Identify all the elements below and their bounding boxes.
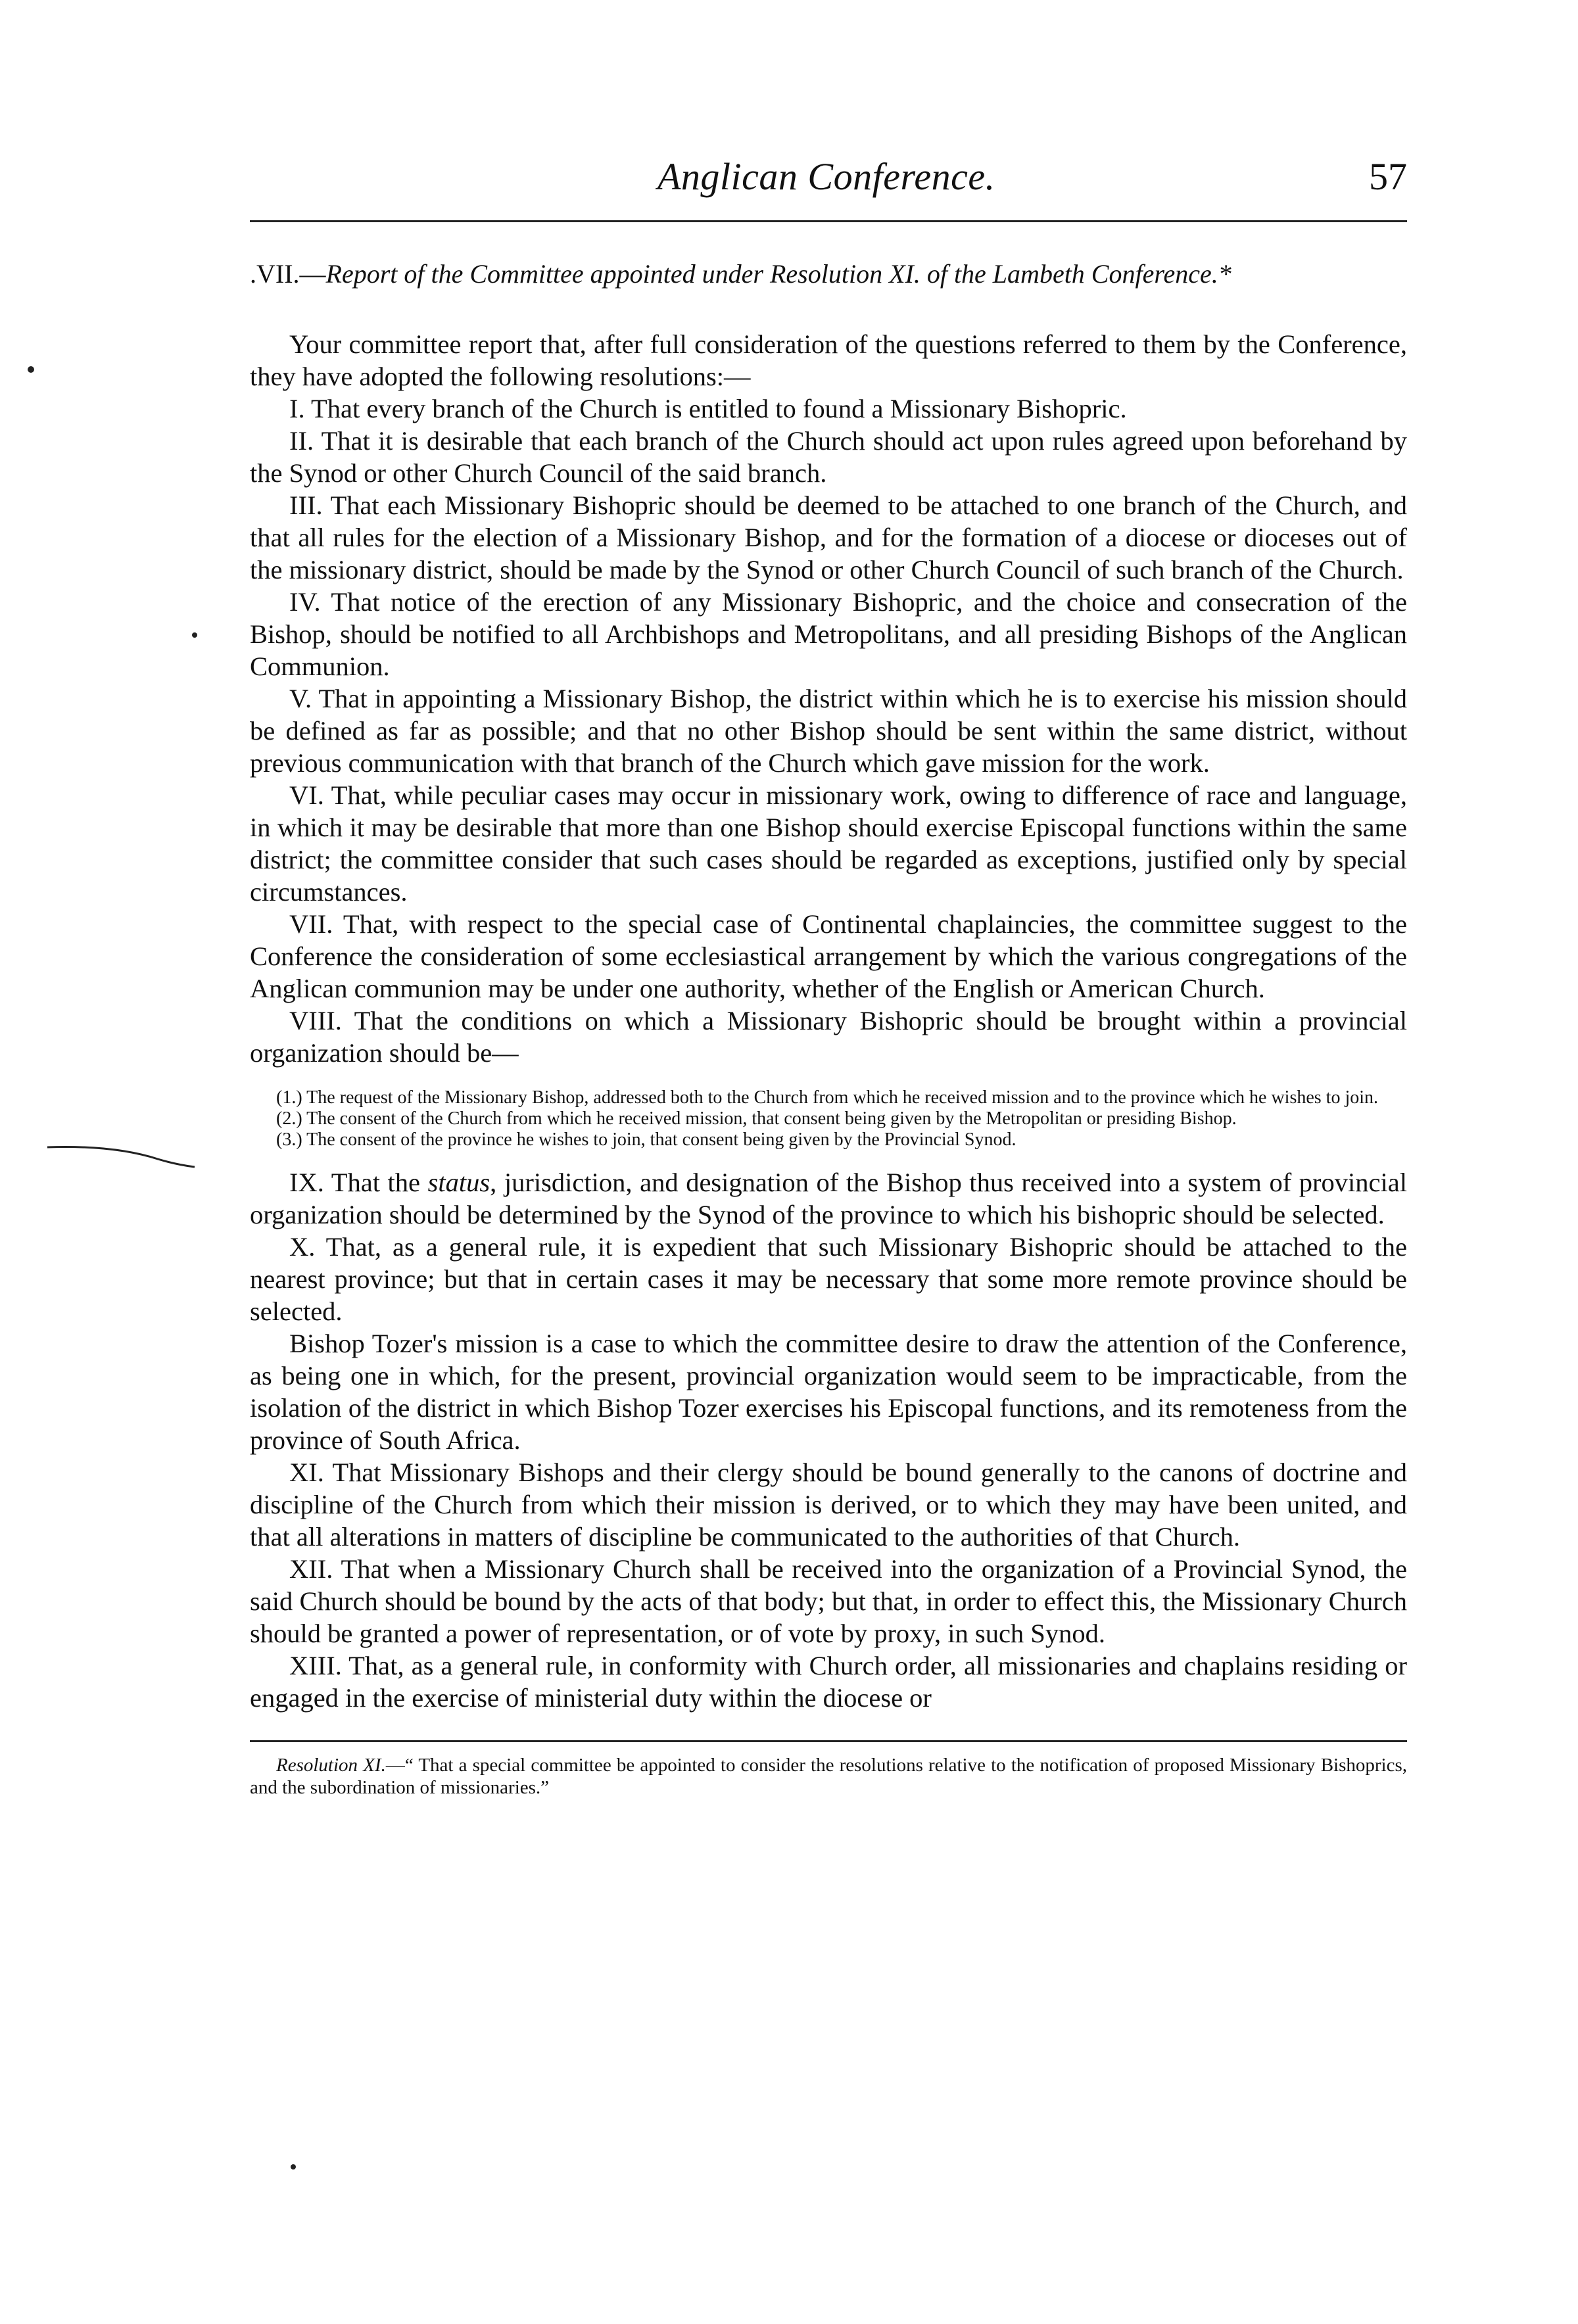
- footnote-rule: [250, 1740, 1407, 1742]
- running-title: Anglican Conference.: [658, 155, 995, 198]
- footnote-label: Resolution XI.: [276, 1755, 386, 1776]
- resolution-viii: VIII. That the conditions on which a Missionary Bishopric should be brought within a provincial organization should be—: [250, 1006, 1407, 1068]
- resolution-x: X. That, as a general rule, it is expedient that such Missionary Bishopric should be attached to the nearest province; but that in certain cases it may be necessary that some more remote province should be selected.: [250, 1232, 1407, 1326]
- report-title: Report of the Committee appointed under Resolution XI. of the Lambeth Conference.*: [325, 259, 1231, 289]
- resolution-ix: [250, 1166, 1407, 1231]
- report-heading: [250, 258, 1407, 290]
- running-head: [250, 148, 1407, 214]
- resolution-iii: III. That each Missionary Bishopric should be deemed to be attached to one branch of the Church, and that all rules for the election of a Missionary Bishop, and for the formation of a diocese or dioceses out of the missionary district, should be made by the Synod or other Church Council of such branch of the Church.: [250, 490, 1407, 584]
- condition-item: (1.) The request of the Missionary Bishop, addressed both to the Church from which he received mission and to the province which he wishes to join.: [276, 1087, 1379, 1108]
- margin-pen-stroke: [46, 1141, 197, 1174]
- resolution-i: I. That every branch of the Church is entitled to found a Missionary Bishopric.: [289, 394, 1127, 423]
- intro-paragraph: Your committee report that, after full consideration of the questions referred to them by the Conference, they have adopted the following resolutions:—: [250, 329, 1407, 391]
- page-number: 57: [1369, 155, 1407, 198]
- margin-speck: [289, 2163, 297, 2171]
- condition-item: (3.) The consent of the province he wishes to join, that consent being given by the Provincial Synod.: [276, 1129, 1016, 1150]
- condition-item: (2.) The consent of the Church from which he received mission, that consent being given by the Metropolitan or presiding Bishop.: [276, 1108, 1237, 1129]
- page-content: [250, 148, 1407, 1818]
- resolution-vi: VI. That, while peculiar cases may occur in missionary work, owing to difference of race and language, in which it may be desirable that more than one Bishop should exercise Episcopal functions within the same district; the committee consider that such cases should be regarded as exceptions, justified only by special circumstances.: [250, 780, 1407, 907]
- report-number: .VII.—: [250, 259, 326, 289]
- resolution-ix-status: status: [427, 1168, 490, 1197]
- resolution-v: V. That in appointing a Missionary Bishop, the district within which he is to exercise his mission should be defined as far as possible; and that no other Bishop should be sent within the same district, without previous communication with that branch of the Church which gave mission for the work.: [250, 684, 1407, 778]
- resolution-iv: IV. That notice of the erection of any Missionary Bishopric, and the choice and consecration of the Bishop, should be notified to all Archbishops and Metropolitans, and all presiding Bishops of the Anglican Communion.: [250, 587, 1407, 681]
- resolution-xiii: XIII. That, as a general rule, in conformity with Church order, all missionaries and chaplains residing or engaged in the exercise of ministerial duty within the diocese or: [250, 1651, 1407, 1713]
- margin-speck: [26, 365, 36, 374]
- resolution-vii: VII. That, with respect to the special case of Continental chaplaincies, the committee suggest to the Conference the consideration of some ecclesiastical arrangement by which the various congregations of the Anglican communion may be under one authority, whether of the English or American Church.: [250, 909, 1407, 1003]
- footnote: [250, 1754, 1407, 1799]
- margin-speck: [191, 631, 199, 639]
- tozer-paragraph: Bishop Tozer's mission is a case to which the committee desire to draw the attention of the Conference, as being one in which, for the present, provincial organization would seem to be impracticable, from the isolation of the district in which Bishop Tozer exercises his Episcopal functions, and its remoteness from the province of South Africa.: [250, 1329, 1407, 1455]
- conditions-list: [250, 1087, 1407, 1150]
- resolution-ix-part1: IX. That the: [289, 1168, 428, 1197]
- footnote-text: —“ That a special committee be appointed to consider the resolutions relative to the notification of proposed Missionary Bishoprics, and the subordination of missionaries.”: [250, 1755, 1407, 1798]
- resolution-xii: XII. That when a Missionary Church shall be received into the organization of a Provincial Synod, the said Church should be bound by the acts of that body; but that, in order to effect this, the Missionary Church should be granted a power of representation, or of vote by proxy, in such Synod.: [250, 1554, 1407, 1648]
- resolution-ii: II. That it is desirable that each branch of the Church should act upon rules agreed upon beforehand by the Synod or other Church Council of the said branch.: [250, 426, 1407, 488]
- header-rule: [250, 220, 1407, 222]
- resolution-xi: XI. That Missionary Bishops and their clergy should be bound generally to the canons of doctrine and discipline of the Church from which their mission is derived, or to which they may have been united, and that all alterations in matters of discipline be communicated to the authorities of that Church.: [250, 1458, 1407, 1552]
- resolution-ix-part2: , jurisdiction, and designation of the Bishop thus received into a system of provincial organization should be determined by the Synod of the province to which his bishopric should be selected.: [250, 1168, 1407, 1229]
